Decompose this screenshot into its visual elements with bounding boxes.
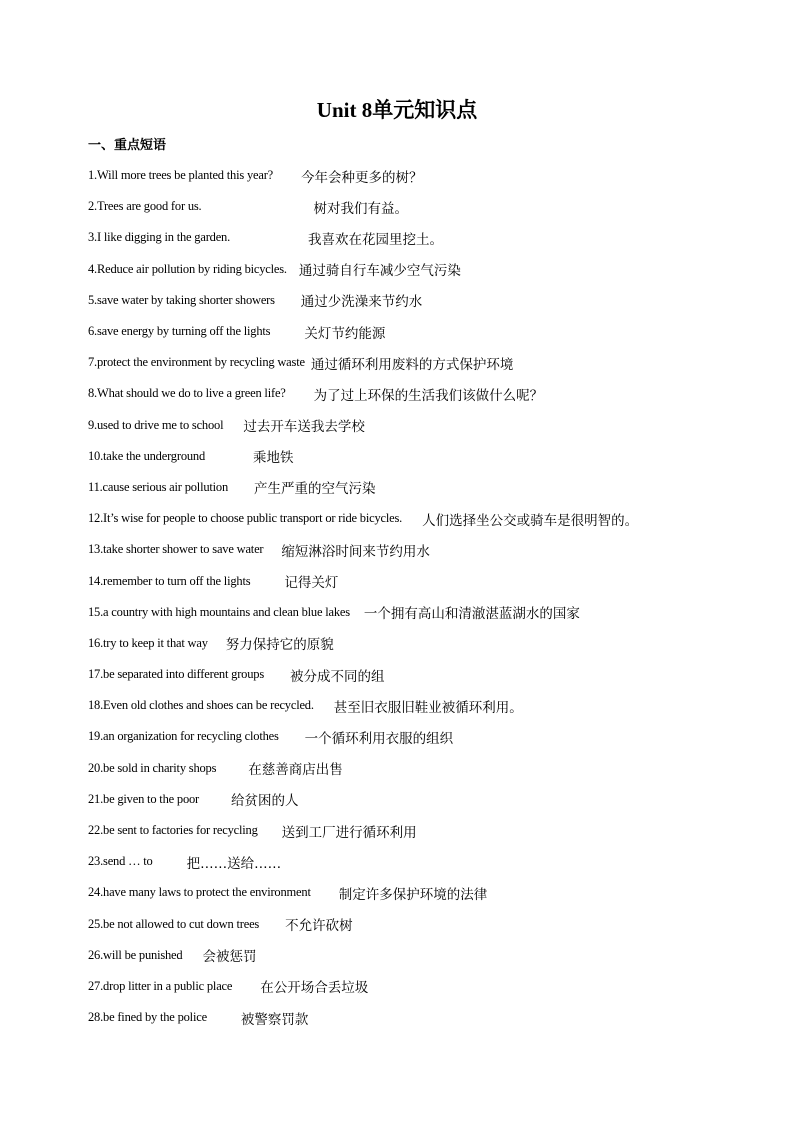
list-item bbox=[88, 628, 768, 659]
phrase-chinese: 乘地铁 bbox=[253, 450, 294, 467]
phrase-english: 24.have many laws to protect the environment bbox=[88, 885, 311, 900]
phrase-english: 5.save water by taking shorter showers bbox=[88, 292, 275, 307]
list-item bbox=[88, 534, 768, 565]
phrase-chinese: 被警察罚款 bbox=[240, 1011, 309, 1028]
phrase-english: 9.used to drive me to school bbox=[88, 417, 224, 432]
list-item bbox=[88, 441, 768, 472]
phrase-chinese: 通过循环利用废料的方式保护环境 bbox=[310, 356, 514, 373]
phrase-english: 15.a country with high mountains and clean blue lakes bbox=[88, 604, 350, 619]
list-item bbox=[88, 410, 768, 441]
list-item bbox=[88, 877, 768, 908]
phrase-english: 16.try to keep it that way bbox=[88, 635, 208, 650]
list-item bbox=[88, 784, 768, 815]
list-item bbox=[88, 659, 768, 690]
phrase-english: 7.protect the environment by recycling waste bbox=[88, 355, 305, 370]
phrase-chinese: 过去开车送我去学校 bbox=[243, 419, 365, 436]
phrase-english: 11.cause serious air pollution bbox=[88, 479, 229, 494]
phrase-english: 2.Trees are good for us. bbox=[88, 199, 202, 214]
phrase-chinese: 会被惩罚 bbox=[202, 949, 257, 966]
page-title: Unit 8单元知识点 bbox=[316, 98, 478, 122]
phrase-list bbox=[88, 160, 768, 1033]
phrase-english: 12.It’s wise for people to choose public transport or ride bicycles. bbox=[88, 511, 403, 526]
list-item bbox=[88, 940, 768, 971]
phrase-chinese: 给贫困的人 bbox=[231, 793, 299, 810]
list-item bbox=[88, 753, 768, 784]
phrase-chinese: 通过少洗澡来节约水 bbox=[300, 294, 423, 311]
phrase-chinese: 一个循环利用衣服的组织 bbox=[304, 730, 454, 747]
phrase-english: 1.Will more trees be planted this year? bbox=[88, 168, 274, 183]
section-heading: 一、重点短语 bbox=[88, 138, 167, 153]
phrase-english: 10.take the underground bbox=[88, 448, 206, 463]
phrase-english: 27.drop litter in a public place bbox=[88, 978, 233, 993]
phrase-chinese: 不允许砍树 bbox=[285, 918, 353, 935]
phrase-english: 21.be given to the poor bbox=[88, 791, 200, 806]
phrase-english: 18.Even old clothes and shoes can be recycled. bbox=[88, 698, 314, 713]
list-item bbox=[88, 503, 768, 534]
phrase-chinese: 人们选择坐公交或骑车是很明智的。 bbox=[422, 512, 639, 529]
list-item bbox=[88, 597, 768, 628]
phrase-chinese: 把……送给…… bbox=[186, 855, 282, 872]
phrase-chinese: 我喜欢在花园里挖土。 bbox=[308, 231, 444, 248]
phrase-english: 8.What should we do to live a green life? bbox=[88, 386, 286, 401]
list-item bbox=[88, 909, 768, 940]
list-item bbox=[88, 721, 768, 752]
list-item bbox=[88, 971, 768, 1002]
phrase-english: 17.be separated into different groups bbox=[88, 667, 264, 682]
list-item bbox=[88, 254, 768, 285]
list-item bbox=[88, 815, 768, 846]
phrase-english: 3.I like digging in the garden. bbox=[88, 230, 231, 245]
list-item bbox=[88, 378, 768, 409]
list-item bbox=[88, 191, 768, 222]
phrase-english: 19.an organization for recycling clothes bbox=[88, 729, 279, 744]
phrase-chinese: 产生严重的空气污染 bbox=[254, 481, 376, 498]
phrase-chinese: 关灯节约能源 bbox=[304, 325, 386, 342]
list-item bbox=[88, 285, 768, 316]
list-item bbox=[88, 1002, 768, 1033]
list-item bbox=[88, 846, 768, 877]
phrase-chinese: 今年会种更多的树？ bbox=[301, 169, 423, 186]
phrase-chinese: 甚至旧衣服旧鞋业被循环利用。 bbox=[333, 699, 523, 716]
phrase-chinese: 一个拥有高山和清澈湛蓝湖水的国家 bbox=[363, 606, 580, 623]
phrase-english: 4.Reduce air pollution by riding bicycles. bbox=[88, 261, 287, 276]
phrase-chinese: 记得关灯 bbox=[284, 575, 339, 592]
phrase-chinese: 制定许多保护环境的法律 bbox=[338, 886, 488, 903]
phrase-chinese: 缩短淋浴时间来节约用水 bbox=[281, 543, 430, 560]
list-item bbox=[88, 316, 768, 347]
phrase-english: 26.will be punished bbox=[88, 947, 183, 962]
list-item bbox=[88, 160, 768, 191]
list-item bbox=[88, 565, 768, 596]
phrase-chinese: 被分成不同的组 bbox=[290, 668, 385, 685]
phrase-english: 6.save energy by turning off the lights bbox=[88, 324, 271, 339]
list-item bbox=[88, 472, 768, 503]
phrase-english: 28.be fined by the police bbox=[88, 1010, 207, 1025]
phrase-english: 14.remember to turn off the lights bbox=[88, 573, 251, 588]
phrase-english: 22.be sent to factories for recycling bbox=[88, 823, 258, 838]
phrase-english: 25.be not allowed to cut down trees bbox=[88, 916, 260, 931]
phrase-chinese: 在慈善商店出售 bbox=[248, 762, 343, 779]
phrase-english: 13.take shorter shower to save water bbox=[88, 542, 264, 557]
phrase-chinese: 为了过上环保的生活我们该做什么呢？ bbox=[313, 387, 544, 404]
phrase-chinese: 努力保持它的原貌 bbox=[225, 637, 334, 654]
list-item bbox=[88, 222, 768, 253]
phrase-chinese: 在公开场合丢垃圾 bbox=[260, 980, 369, 997]
list-item bbox=[88, 690, 768, 721]
phrase-chinese: 树对我们有益。 bbox=[313, 200, 408, 217]
phrase-english: 23.send … to bbox=[88, 854, 153, 869]
phrase-chinese: 通过骑自行车减少空气污染 bbox=[298, 263, 461, 280]
phrase-english: 20.be sold in charity shops bbox=[88, 760, 217, 775]
list-item bbox=[88, 347, 768, 378]
phrase-chinese: 送到工厂进行循环利用 bbox=[281, 824, 417, 841]
